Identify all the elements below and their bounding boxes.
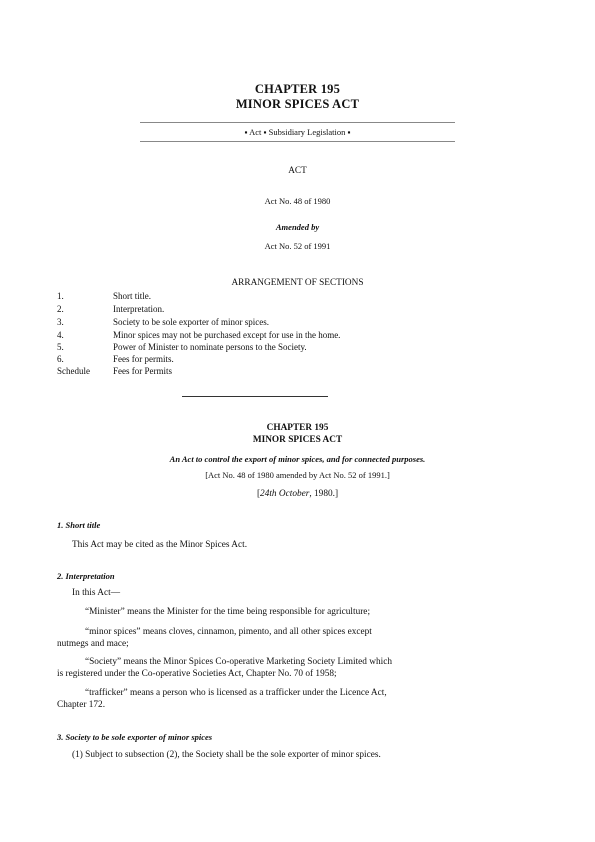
toc-entry-2[interactable] [57, 304, 164, 314]
toc-entry-5[interactable] [57, 342, 307, 352]
toc-entry-1[interactable] [57, 291, 151, 301]
definition-trafficker-line2: Chapter 172. [57, 700, 106, 710]
bullet-icon: ▪ [347, 127, 351, 137]
act-nav [0, 127, 595, 137]
body-act-title: MINOR SPICES ACT [252, 435, 343, 445]
definition-society-line1: “Society” means the Minor Spices Co-operative Marketing Society Limited which [85, 657, 392, 667]
date-rest: , 1980.] [309, 489, 339, 499]
bullet-icon: ▪ [244, 127, 248, 137]
act-number: Act No. 48 of 1980 [264, 196, 331, 206]
act-link[interactable]: Act [249, 127, 262, 137]
toc-entry-3[interactable] [57, 317, 269, 327]
bullet-icon: ▪ [263, 127, 267, 137]
toc-entry-4[interactable] [57, 330, 340, 340]
definition-minor-spices-line2: nutmegs and mace; [57, 639, 129, 649]
date-bracket-open: [ [256, 489, 261, 499]
toc-number: 5. [57, 342, 64, 352]
act-title-heading: MINOR SPICES ACT [235, 97, 360, 111]
toc-title: Power of Minister to nominate persons to the Society. [113, 342, 307, 352]
amended-by-label: Amended by [275, 222, 320, 232]
toc-title: Short title. [113, 291, 151, 301]
section-2-heading: 2. Interpretation [57, 571, 115, 581]
long-title: An Act to control the export of minor spices, and for connected purposes. [169, 454, 426, 464]
section-3-heading: 3. Society to be sole exporter of minor spices [57, 732, 213, 742]
amending-act: Act No. 52 of 1991 [264, 241, 331, 251]
toc-number: 6. [57, 354, 64, 364]
definition-trafficker-line1: “trafficker” means a person who is licensed as a trafficker under the Licence Act, [85, 688, 387, 698]
chapter-heading: CHAPTER 195 [254, 82, 341, 96]
toc-title: Fees for permits. [113, 354, 174, 364]
section-3-subsection-1: (1) Subject to subsection (2), the Society shall be the sole exporter of minor spices. [72, 750, 381, 760]
toc-title: Interpretation. [113, 304, 165, 314]
act-heading: ACT [288, 166, 307, 176]
definition-minor-spices-line1: “minor spices” means cloves, cinnamon, pimento, and all other spices except [85, 627, 372, 637]
toc-number: Schedule [57, 366, 90, 376]
toc-number: 1. [57, 291, 64, 301]
section-2-intro: In this Act— [72, 588, 121, 598]
arrangement-heading: ARRANGEMENT OF SECTIONS [231, 278, 364, 288]
date-italic: 24th October [260, 489, 310, 499]
commencement-date [0, 489, 595, 499]
definition-minister: “Minister” means the Minister for the time being responsible for agriculture; [85, 607, 371, 617]
top-rule [140, 122, 455, 123]
toc-title: Society to be sole exporter of minor spices. [113, 317, 269, 327]
toc-number: 3. [57, 317, 64, 327]
body-chapter-heading: CHAPTER 195 [266, 423, 329, 433]
toc-entry-6[interactable] [57, 354, 174, 364]
section-1-text: This Act may be cited as the Minor Spices Act. [72, 540, 248, 550]
section-1-heading: 1. Short title [57, 520, 101, 530]
toc-number: 2. [57, 304, 64, 314]
toc-title: Minor spices may not be purchased except for use in the home. [113, 330, 341, 340]
definition-society-line2: is registered under the Co-operative Societies Act, Chapter No. 70 of 1958; [57, 669, 337, 679]
citation: [Act No. 48 of 1980 amended by Act No. 52 of 1991.] [205, 470, 390, 480]
section-divider [182, 396, 328, 397]
toc-title: Fees for Permits [113, 366, 172, 376]
toc-entry-schedule[interactable] [57, 366, 172, 376]
toc-number: 4. [57, 330, 64, 340]
nav-bottom-rule [140, 141, 455, 142]
subsidiary-legislation-link[interactable]: Subsidiary Legislation [268, 127, 346, 137]
